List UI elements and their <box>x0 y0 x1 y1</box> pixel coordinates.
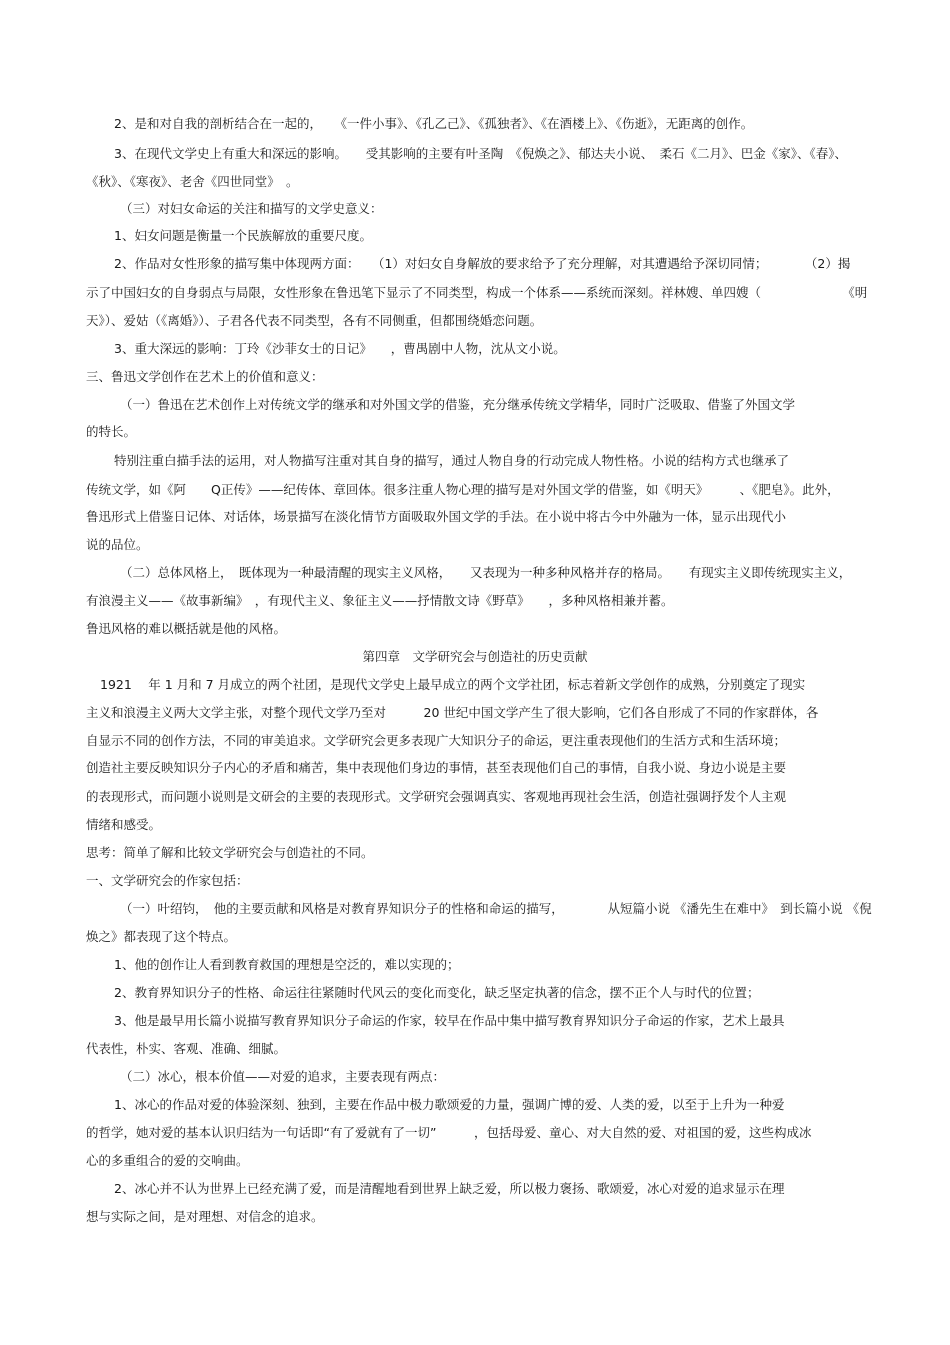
text-line: 创造社主要反映知识分子内心的矛盾和痛苦，集中表现他们身边的事情，甚至表现他们自己的事情，自我小说、身边小说是主要 <box>86 760 787 775</box>
text-line: 2、作品对女性形象的描写集中体现两方面： （1）对妇女自身解放的要求给予了充分理解，对其遭遇给予深切同情； （2）揭 <box>114 256 851 271</box>
text-line: 3、在现代文学史上有重大和深远的影响。 受其影响的主要有叶圣陶 《倪焕之》、郁达夫小说、 柔石《二月》、巴金《家》、《春》、 <box>114 146 847 161</box>
text-line: 主义和浪漫主义两大文学主张，对整个现代文学乃至对 20 世纪中国文学产生了很大影响，它们各自形成了不同的作家群体，各 <box>86 705 819 720</box>
text-line: 有浪漫主义——《故事新编》 ，有现代主义、象征主义——抒情散文诗《野草》 ，多种风格相兼并蓄。 <box>86 593 674 608</box>
text-line: 鲁迅形式上借鉴日记体、对话体，场景描写在淡化情节方面吸取外国文学的手法。在小说中将古今中外融为一体，显示出现代小 <box>86 509 787 524</box>
text-line: 1、妇女问题是衡量一个民族解放的重要尺度。 <box>114 228 372 243</box>
text-line: 1921 年 1 月和 7 月成立的两个社团，是现代文学史上最早成立的两个文学社团，标志着新文学创作的成熟，分别奠定了现实 <box>100 677 806 692</box>
text-line: 3、他是最早用长篇小说描写教育界知识分子命运的作家，较早在作品中集中描写教育界知识分子命运的作家，艺术上最具 <box>114 1013 785 1028</box>
text-line: 思考：简单了解和比较文学研究会与创造社的不同。 <box>86 845 374 860</box>
text-line: （一）鲁迅在艺术创作上对传统文学的继承和对外国文学的借鉴，充分继承传统文学精华，同时广泛吸取、借鉴了外国文学 <box>120 397 796 412</box>
text-line: 2、冰心并不认为世界上已经充满了爱，而是清醒地看到世界上缺乏爱，所以极力褒扬、歌颂爱，冰心对爱的追求显示在理 <box>114 1181 785 1196</box>
text-line: 想与实际之间，是对理想、对信念的追求。 <box>86 1209 324 1224</box>
section-heading: （三）对妇女命运的关注和描写的文学史意义： <box>120 201 383 216</box>
text-line: 天》）、爱姑（《离婚》）、子君各代表不同类型，各有不同侧重，但都围绕婚恋问题。 <box>86 313 543 328</box>
text-line: 说的品位。 <box>86 537 149 552</box>
section-heading: 三、鲁迅文学创作在艺术上的价值和意义： <box>86 369 324 384</box>
text-line: 1、他的创作让人看到教育救国的理想是空泛的，难以实现的； <box>114 957 460 972</box>
text-line: （二）总体风格上， 既体现为一种最清醒的现实主义风格， 又表现为一种多种风格并存的格局。 有现实主义即传统现实主义， <box>120 565 852 580</box>
text-line: 的哲学，她对爱的基本认识归结为一句话即“有了爱就有了一切” ，包括母爱、童心、对大自然的爱、对祖国的爱，这些构成冰 <box>86 1125 812 1140</box>
text-line: 2、教育界知识分子的性格、命运往往紧随时代风云的变化而变化，缺乏坚定执著的信念，摆不正个人与时代的位置； <box>114 985 760 1000</box>
text-line: 的表现形式，而问题小说则是文研会的主要的表现形式。文学研究会强调真实、客观地再现社会生活，创造社强调抒发个人主观 <box>86 789 787 804</box>
text-line: 《秋》、《寒夜》、老舍《四世同堂》 。 <box>86 174 299 189</box>
text-line: 特别注重白描手法的运用，对人物描写注重对其自身的描写，通过人物自身的行动完成人物性格。小说的结构方式也继承了 <box>114 453 790 468</box>
text-line: 示了中国妇女的自身弱点与局限，女性形象在鲁迅笔下显示了不同类型，构成一个体系——系统而深刻。祥林嫂、单四嫂（ 《明 <box>86 285 868 300</box>
text-line: 自显示不同的创作方法，不同的审美追求。文学研究会更多表现广大知识分子的命运，更注重表现他们的生活方式和生活环境； <box>86 733 787 748</box>
text-line: 情绪和感受。 <box>86 817 162 832</box>
text-line: 焕之》都表现了这个特点。 <box>86 929 237 944</box>
text-line: 鲁迅风格的难以概括就是他的风格。 <box>86 621 287 636</box>
section-heading: （二）冰心，根本价值——对爱的追求，主要表现有两点： <box>120 1069 446 1084</box>
text-line: 2、是和对自我的剖析结合在一起的， 《一件小事》、《孔乙己》、《孤独者》、《在酒楼上》、《伤逝》，无距离的创作。 <box>114 116 754 131</box>
text-line: 传统文学，如《阿 Q正传》——纪传体、章回体。很多注重人物心理的描写是对外国文学的借鉴，如《明天》 、《肥皂》。此外， <box>86 482 840 497</box>
section-heading: 一、文学研究会的作家包括： <box>86 873 249 888</box>
text-line: 代表性，朴实、客观、准确、细腻。 <box>86 1041 287 1056</box>
text-line: 1、冰心的作品对爱的体验深刻、独到，主要在作品中极力歌颂爱的力量，强调广博的爱、人类的爱，以至于上升为一种爱 <box>114 1097 785 1112</box>
text-line: 的特长。 <box>86 424 137 439</box>
text-line: 3、重大深远的影响：丁玲《沙菲女士的日记》 ，曹禺剧中人物，沈从文小说。 <box>114 341 566 356</box>
text-line: （一）叶绍钧， 他的主要贡献和风格是对教育界知识分子的性格和命运的描写， 从短篇小说 《潘先生在难中》 到长篇小说 《倪 <box>120 901 872 916</box>
text-line: 心的多重组合的爱的交响曲。 <box>86 1153 249 1168</box>
chapter-title: 第四章 文学研究会与创造社的历史贡献 <box>362 649 588 664</box>
